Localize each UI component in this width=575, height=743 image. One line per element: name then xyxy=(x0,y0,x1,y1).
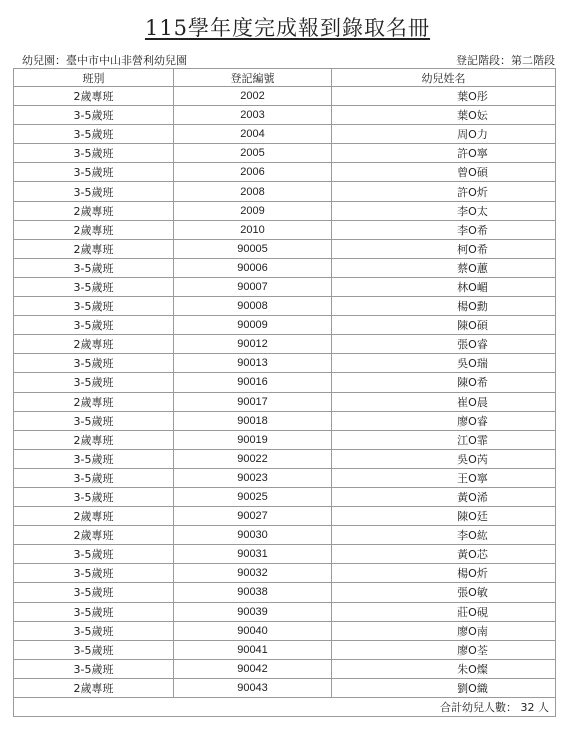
table-row xyxy=(14,316,556,335)
cell-class: 3-5歲班 xyxy=(14,316,174,335)
cell-class: 3-5歲班 xyxy=(14,125,174,144)
table-row xyxy=(14,678,556,697)
cell-id: 90009 xyxy=(174,316,332,335)
cell-class: 3-5歲班 xyxy=(14,258,174,277)
cell-name: 黃O浠 xyxy=(332,487,556,506)
table-row xyxy=(14,144,556,163)
cell-name: 許O寧 xyxy=(332,144,556,163)
table-row xyxy=(14,335,556,354)
table-header-row xyxy=(14,69,556,87)
cell-id: 90027 xyxy=(174,507,332,526)
cell-class: 3-5歲班 xyxy=(14,564,174,583)
cell-id: 90007 xyxy=(174,277,332,296)
table-row xyxy=(14,411,556,430)
header-id: 登記編號 xyxy=(174,69,332,87)
table-row xyxy=(14,201,556,220)
table-row xyxy=(14,564,556,583)
cell-class: 2歲專班 xyxy=(14,507,174,526)
cell-id: 90039 xyxy=(174,602,332,621)
table-row xyxy=(14,640,556,659)
cell-id: 90023 xyxy=(174,468,332,487)
cell-name: 劉O織 xyxy=(332,678,556,697)
table-row xyxy=(14,526,556,545)
cell-id: 90016 xyxy=(174,373,332,392)
table-row xyxy=(14,87,556,106)
cell-name: 李O紘 xyxy=(332,526,556,545)
cell-name: 蔡O蕙 xyxy=(332,258,556,277)
roster-table xyxy=(13,68,556,717)
cell-name: 廖O睿 xyxy=(332,411,556,430)
table-row xyxy=(14,545,556,564)
cell-class: 3-5歲班 xyxy=(14,297,174,316)
cell-name: 林O嵋 xyxy=(332,277,556,296)
cell-name: 朱O燦 xyxy=(332,659,556,678)
cell-class: 2歲專班 xyxy=(14,220,174,239)
cell-class: 2歲專班 xyxy=(14,335,174,354)
table-row xyxy=(14,354,556,373)
cell-name: 陳O希 xyxy=(332,373,556,392)
cell-id: 2006 xyxy=(174,163,332,182)
cell-name: 崔O晨 xyxy=(332,392,556,411)
cell-name: 許O炘 xyxy=(332,182,556,201)
cell-id: 90006 xyxy=(174,258,332,277)
header-class: 班別 xyxy=(14,69,174,87)
cell-name: 吳O瑞 xyxy=(332,354,556,373)
cell-id: 90042 xyxy=(174,659,332,678)
table-row xyxy=(14,621,556,640)
cell-name: 黃O芯 xyxy=(332,545,556,564)
stage-label: 登記階段：第二階段 xyxy=(456,54,555,67)
cell-name: 廖O荃 xyxy=(332,640,556,659)
cell-class: 3-5歲班 xyxy=(14,468,174,487)
table-row xyxy=(14,277,556,296)
cell-id: 90041 xyxy=(174,640,332,659)
cell-name: 陳O廷 xyxy=(332,507,556,526)
cell-id: 90019 xyxy=(174,430,332,449)
header-name: 幼兒姓名 xyxy=(332,69,556,87)
cell-id: 90017 xyxy=(174,392,332,411)
cell-name: 莊O硯 xyxy=(332,602,556,621)
cell-id: 2004 xyxy=(174,125,332,144)
cell-class: 2歲專班 xyxy=(14,201,174,220)
table-row xyxy=(14,258,556,277)
table-row xyxy=(14,106,556,125)
page-title: 115學年度完成報到錄取名冊 xyxy=(144,16,431,40)
cell-id: 90038 xyxy=(174,583,332,602)
cell-name: 王O寧 xyxy=(332,468,556,487)
cell-class: 2歲專班 xyxy=(14,87,174,106)
cell-class: 3-5歲班 xyxy=(14,373,174,392)
table-row xyxy=(14,373,556,392)
table-row xyxy=(14,163,556,182)
cell-class: 2歲專班 xyxy=(14,678,174,697)
cell-name: 廖O南 xyxy=(332,621,556,640)
cell-class: 3-5歲班 xyxy=(14,621,174,640)
cell-id: 90043 xyxy=(174,678,332,697)
table-row xyxy=(14,182,556,201)
cell-class: 3-5歲班 xyxy=(14,144,174,163)
table-row xyxy=(14,602,556,621)
cell-class: 2歲專班 xyxy=(14,239,174,258)
cell-class: 3-5歲班 xyxy=(14,411,174,430)
table-row xyxy=(14,125,556,144)
cell-id: 90040 xyxy=(174,621,332,640)
total-count: 合計幼兒人數： 32 人 xyxy=(14,698,556,717)
total-row xyxy=(14,698,556,717)
cell-name: 李O希 xyxy=(332,220,556,239)
cell-class: 3-5歲班 xyxy=(14,545,174,564)
cell-class: 2歲專班 xyxy=(14,430,174,449)
cell-id: 90013 xyxy=(174,354,332,373)
cell-class: 2歲專班 xyxy=(14,526,174,545)
table-row xyxy=(14,449,556,468)
cell-class: 3-5歲班 xyxy=(14,354,174,373)
cell-id: 90012 xyxy=(174,335,332,354)
cell-name: 楊O炘 xyxy=(332,564,556,583)
cell-class: 3-5歲班 xyxy=(14,106,174,125)
cell-name: 李O太 xyxy=(332,201,556,220)
cell-id: 2003 xyxy=(174,106,332,125)
cell-id: 90005 xyxy=(174,239,332,258)
cell-id: 90031 xyxy=(174,545,332,564)
cell-class: 3-5歲班 xyxy=(14,640,174,659)
cell-name: 柯O希 xyxy=(332,239,556,258)
cell-name: 陳O碩 xyxy=(332,316,556,335)
cell-id: 2010 xyxy=(174,220,332,239)
cell-name: 張O敏 xyxy=(332,583,556,602)
cell-name: 張O睿 xyxy=(332,335,556,354)
cell-class: 3-5歲班 xyxy=(14,602,174,621)
cell-class: 3-5歲班 xyxy=(14,182,174,201)
cell-id: 90032 xyxy=(174,564,332,583)
cell-class: 3-5歲班 xyxy=(14,487,174,506)
cell-name: 葉O妘 xyxy=(332,106,556,125)
table-row xyxy=(14,239,556,258)
cell-name: 曾O碩 xyxy=(332,163,556,182)
table-row xyxy=(14,507,556,526)
cell-id: 2009 xyxy=(174,201,332,220)
table-row xyxy=(14,468,556,487)
table-row xyxy=(14,297,556,316)
cell-name: 周O力 xyxy=(332,125,556,144)
cell-id: 90018 xyxy=(174,411,332,430)
cell-id: 90025 xyxy=(174,487,332,506)
cell-id: 90030 xyxy=(174,526,332,545)
table-row xyxy=(14,583,556,602)
kindergarten-label: 幼兒園：臺中市中山非營利幼兒園 xyxy=(22,54,187,67)
cell-class: 3-5歲班 xyxy=(14,659,174,678)
cell-class: 3-5歲班 xyxy=(14,583,174,602)
cell-class: 2歲專班 xyxy=(14,392,174,411)
table-row xyxy=(14,487,556,506)
cell-class: 3-5歲班 xyxy=(14,163,174,182)
cell-id: 90022 xyxy=(174,449,332,468)
cell-class: 3-5歲班 xyxy=(14,449,174,468)
cell-name: 葉O彤 xyxy=(332,87,556,106)
table-row xyxy=(14,220,556,239)
cell-id: 2005 xyxy=(174,144,332,163)
cell-id: 90008 xyxy=(174,297,332,316)
cell-id: 2008 xyxy=(174,182,332,201)
cell-name: 楊O勳 xyxy=(332,297,556,316)
table-row xyxy=(14,659,556,678)
cell-name: 吳O芮 xyxy=(332,449,556,468)
table-row xyxy=(14,430,556,449)
cell-class: 3-5歲班 xyxy=(14,277,174,296)
cell-id: 2002 xyxy=(174,87,332,106)
table-row xyxy=(14,392,556,411)
cell-name: 江O霏 xyxy=(332,430,556,449)
